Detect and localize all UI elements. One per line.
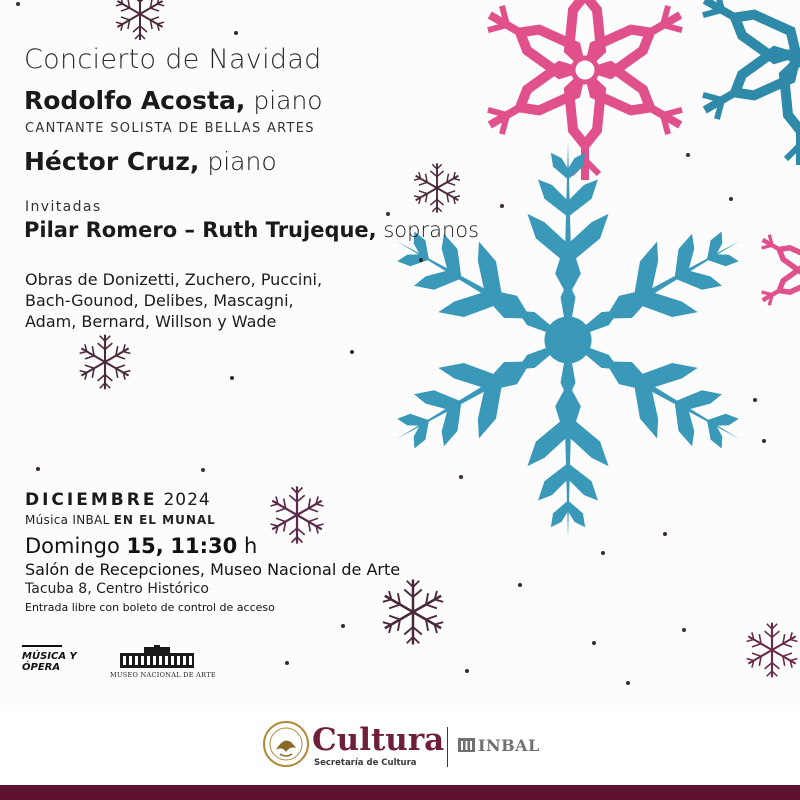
works-line: Obras de Donizetti, Zuchero, Puccini,	[25, 270, 323, 289]
cultura-wordmark: Cultura	[312, 722, 445, 758]
event-month	[25, 490, 211, 510]
inbal-building-icon	[458, 738, 475, 752]
performer-1	[24, 86, 323, 115]
logo-rule	[22, 645, 62, 647]
small-snowflake-icon	[114, 0, 166, 40]
teal-snowflake-icon	[697, 0, 800, 165]
inbal-wordmark: INBAL	[478, 736, 540, 755]
series-suffix: EN EL MUNAL	[113, 513, 216, 527]
small-snowflake-icon	[268, 486, 325, 543]
guests	[24, 218, 479, 242]
opera-line: ÓPERA	[22, 662, 61, 673]
event-time: 11:30	[170, 534, 238, 558]
works-line: Adam, Bernard, Willson y Wade	[25, 312, 277, 331]
museum-building-icon	[118, 645, 196, 669]
performer-1-subtitle: CANTANTE SOLISTA DE BELLAS ARTES	[25, 121, 315, 136]
day-name: Domingo	[25, 534, 120, 558]
musica-opera-logo	[22, 645, 77, 673]
museo-label: MUSEO NACIONAL DE ARTE	[110, 671, 216, 679]
year-label: 2024	[163, 490, 211, 510]
series-label	[25, 513, 216, 527]
coat-of-arms-icon	[262, 720, 310, 768]
venue: Salón de Recepciones, Museo Nacional de Arte	[25, 560, 401, 579]
performer-1-role: piano	[253, 86, 323, 115]
month-label: DICIEMBRE	[25, 490, 158, 510]
guests-role: sopranos	[383, 218, 480, 242]
time-unit: h	[243, 534, 258, 558]
musica-line: MÚSICA Y	[22, 651, 77, 662]
performer-2-name: Héctor Cruz,	[24, 147, 200, 176]
address: Tacuba 8, Centro Histórico	[25, 581, 209, 597]
day-number: 15,	[126, 534, 164, 558]
performer-1-name: Rodolfo Acosta,	[24, 86, 246, 115]
small-snowflake-icon	[412, 163, 461, 212]
performer-2-role: piano	[207, 147, 277, 176]
bottom-bar	[0, 785, 800, 800]
guests-label: Invitadas	[25, 199, 102, 215]
performer-2	[24, 147, 277, 176]
entry-note: Entrada libre con boleto de control de acceso	[25, 601, 275, 614]
series-prefix: Música INBAL	[25, 513, 110, 527]
event-date	[25, 534, 257, 558]
works-list	[25, 269, 322, 332]
guests-names: Pilar Romero – Ruth Trujeque,	[24, 218, 377, 242]
concert-title: Concierto de Navidad	[24, 44, 322, 75]
cultura-subtitle: Secretaría de Cultura	[314, 758, 417, 768]
small-snowflake-icon	[745, 623, 800, 678]
small-snowflake-icon	[78, 335, 133, 390]
small-snowflake-icon	[380, 580, 445, 645]
logo-divider	[447, 727, 448, 767]
works-line: Bach-Gounod, Delibes, Mascagni,	[25, 291, 294, 310]
pink-partial-snowflake-icon	[758, 232, 800, 308]
